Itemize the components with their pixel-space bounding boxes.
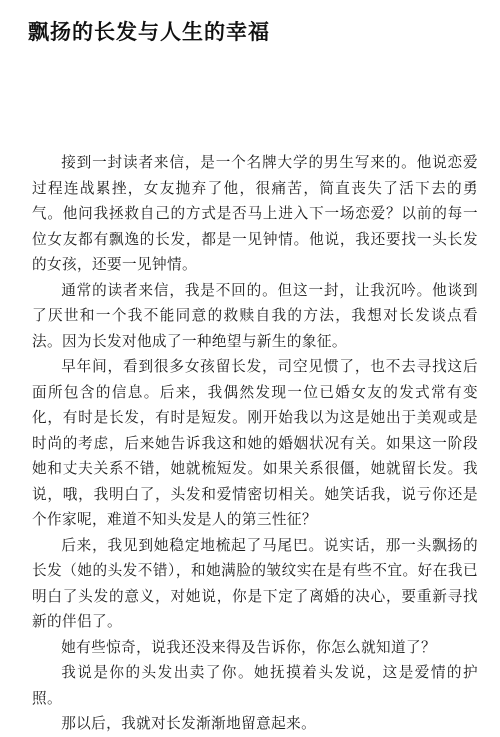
paragraph: 早年间，看到很多女孩留长发，司空见惯了，也不去寻找这后面所包含的信息。后来，我偶然发现一位已婚女友的发式常有变化，有时是长发，有时是短发。刚开始我以为这是她出于美观或是时尚的考虑，后来她告诉我这和她的婚姻状况有关。如果这一阶段她和丈夫关系不错，她就梳短发。如果关系很僵，她就留长发。我说，哦，我明白了，头发和爱情密切相关。她笑话我，说亏你还是个作家呢，难道不知头发是人的第三性征？ [32, 358, 478, 528]
paragraph: 接到一封读者来信，是一个名牌大学的男生写来的。他说恋爱过程连战累挫，女友抛弃了他，很痛苦，简直丧失了活下去的勇气。他问我拯救自己的方式是否马上进入下一场恋爱？以前的每一位女友都有飘逸的长发，都是一见钟情。他说，我还要找一头长发的女孩，还要一见钟情。 [32, 154, 478, 273]
page-title: 飘扬的长发与人生的幸福 [28, 20, 270, 44]
article-body [32, 150, 478, 737]
paragraph: 我说是你的头发出卖了你。她抚摸着头发说，这是爱情的护照。 [32, 664, 478, 707]
paragraph: 后来，我见到她稳定地梳起了马尾巴。说实话，那一头飘扬的长发（她的头发不错），和她满脸的皱纹实在是有些不宜。好在我已明白了头发的意义，对她说，你是下定了离婚的决心，要重新寻找新的伴侣了。 [32, 536, 478, 630]
paragraph: 通常的读者来信，我是不回的。但这一封，让我沉吟。他谈到了厌世和一个我不能同意的救赎自我的方法，我想对长发谈点看法。因为长发对他成了一种绝望与新生的象征。 [32, 281, 478, 350]
paragraph: 她有些惊奇，说我还没来得及告诉你，你怎么就知道了？ [61, 638, 437, 656]
paragraph: 那以后，我就对长发渐渐地留意起来。 [61, 715, 317, 732]
